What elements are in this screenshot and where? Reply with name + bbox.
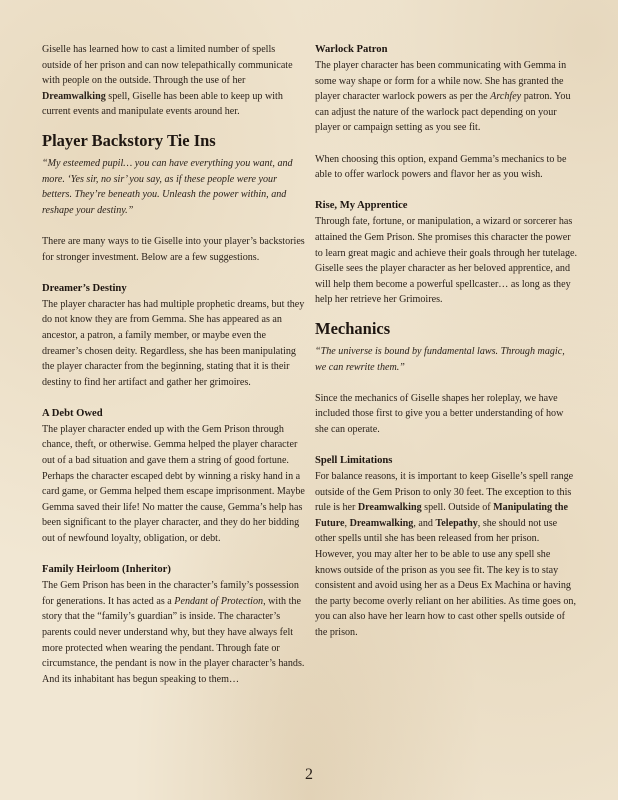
dreamer-paragraph: The player character has had multiple prophetic dreams, but they do not know they are from Gemma. She has appeared as an ancestor, a patron, a family member, or maybe even the dreamer’s chosen deity. Regardless, she has been manipulating the player character from the beginning, stating that it is their destiny to find her artifact and gather her grimoires. <box>42 298 305 388</box>
mechanics-paragraph: Since the mechanics of Giselle shapes her roleplay, we have included those first to give you a better understanding of how she can operate. <box>315 392 564 435</box>
warlock-paragraph: The player character has been communicating with Gemma in some way shape or form for a while now. She has granted the player character warlock powers as per the Archfey patron. You can adjust the nature of the warlock pact depending on your player or campaign setting as you see fit. <box>315 60 571 134</box>
debt-heading: A Debt Owed <box>42 407 103 419</box>
backstory-paragraph: There are many ways to tie Giselle into your player’s backstories for stronger investment. Below are a few suggestions. <box>42 235 305 263</box>
spell-paragraph: For balance reasons, it is important to keep Giselle’s spell range outside of the Gem Prison to only 30 feet. The exception to this rule is her Dreamwalking spell. Outside of Manipulating the Future, Dreamwalking, and Telepathy, she should not use other spells until she has been released from her prison. However, you may alter her to be able to use any spell she knows outside of the prison as you see fit. The key is to stay consistent and avoid using her as a Deus Ex Machina or having the party become overly reliant on her abilities. As time goes on, you can also have her learn how to cast other spells outside of the prison. <box>315 471 576 638</box>
warlock-heading: Warlock Patron <box>315 44 388 55</box>
apprentice-heading: Rise, My Apprentice <box>315 200 408 212</box>
backstory-quote: “My esteemed pupil… you can have everything you want, and more. ‘Yes sir, no sir’ you say, as if these people were your betters. They’re beneath you. Unleash the power within, and reshape your destiny.” <box>42 157 293 216</box>
warlock-paragraph-2: When choosing this option, expand Gemma’s mechanics to be able to offer warlock powers and flavor her as you wish. <box>315 153 567 181</box>
left-column <box>42 42 305 687</box>
spell-heading: Spell Limitations <box>315 455 393 467</box>
heirloom-heading: Family Heirloom (Inheritor) <box>42 564 171 576</box>
mechanics-quote: “The universe is bound by fundamental laws. Through magic, we can rewrite them.” <box>315 345 565 373</box>
intro-paragraph: Giselle has learned how to cast a limited number of spells outside of her prison and can now telepathically communicate with people on the outside. Through the use of her Dreamwalking spell, Giselle has been able to keep up with current events and manipulate events around her. <box>42 44 293 118</box>
mechanics-heading: Mechanics <box>315 318 391 338</box>
dreamer-heading: Dreamer’s Destiny <box>42 282 127 294</box>
debt-paragraph: The player character ended up with the Gem Prison through chance, theft, or otherwise. Gemma helped the player character out of a bad situation and gave them a string of good fortune. Perhaps the character escaped debt by winning a risky hand in a card game, or Gemma helped them escape imprisonment. Maybe Gemma saved their life! No matter the cause, Gemma’s help has been significant to the player character, and they do her bidding out of newfound loyalty, obligation, or debt. <box>42 423 305 545</box>
right-column <box>315 42 578 641</box>
backstory-heading: Player Backstory Tie Ins <box>42 130 216 150</box>
page-number: 2 <box>305 766 313 783</box>
heirloom-paragraph: The Gem Prison has been in the character’s family’s possession for generations. It has acted as a Pendant of Protection, with the story that the “family’s guardian” is inside. The character’s parents could never understand why, but they have always felt more protected when wearing the pendant. Through fate or circumstance, the pendant is now in the player character’s hands. And its inhabitant has begun speaking to them… <box>42 580 305 685</box>
apprentice-paragraph: Through fate, fortune, or manipulation, a wizard or sorcerer has attained the Gem Prison. She promises this character the power to learn great magic and achieve their goals through her tutelage. Giselle sees the player character as her beloved apprentice, and will help them become a powerful spellcaster… as long as they help her retrieve her Grimoires. <box>315 216 578 306</box>
